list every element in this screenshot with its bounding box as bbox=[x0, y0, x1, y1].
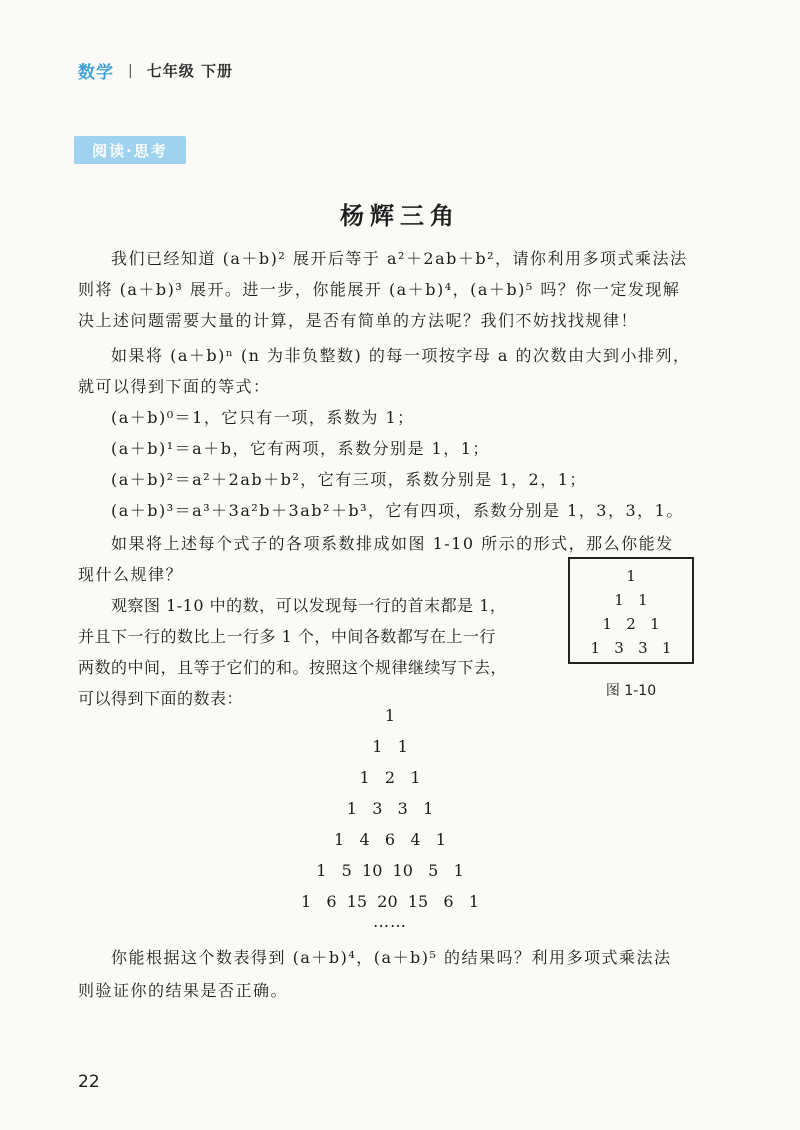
pascal-row: 1 6 15 20 15 6 1 bbox=[300, 892, 480, 911]
figure-1-10 bbox=[568, 557, 694, 664]
equation-line: (a＋b)³＝a³＋3a²b＋3ab²＋b³，它有四项，系数分别是 1，3，3，1。 bbox=[111, 501, 684, 520]
subject-label: 数学 bbox=[78, 63, 114, 83]
paragraph-line: 可以得到下面的数表： bbox=[78, 689, 244, 708]
section-tag-label: 阅读·思考 bbox=[92, 141, 168, 160]
equation-line: (a＋b)⁰＝1，它只有一项，系数为 1； bbox=[111, 408, 415, 427]
figure-row: 1 1 bbox=[614, 591, 648, 609]
pascal-row: 1 1 bbox=[372, 737, 408, 756]
page-title: 杨辉三角 bbox=[340, 202, 460, 230]
paragraph-line: 观察图 1-10 中的数，可以发现每一行的首末都是 1， bbox=[111, 596, 507, 615]
pascal-row: 1 4 6 4 1 bbox=[334, 830, 446, 849]
figure-row: 1 3 3 1 bbox=[590, 639, 672, 657]
paragraph-line: 决上述问题需要大量的计算，是否有简单的方法呢？我们不妨找找规律！ bbox=[78, 311, 639, 330]
equation-line: (a＋b)²＝a²＋2ab＋b²，它有三项，系数分别是 1，2，1； bbox=[111, 470, 587, 489]
paragraph-line: 你能根据这个数表得到 (a＋b)⁴，(a＋b)⁵ 的结果吗？利用多项式乘法法 bbox=[111, 948, 672, 967]
equation-line: (a＋b)¹＝a＋b，它有两项，系数分别是 1，1； bbox=[111, 439, 490, 458]
figure-row: 1 bbox=[626, 567, 636, 585]
pascal-row: 1 2 1 bbox=[359, 768, 421, 787]
paragraph-line: 则将 (a＋b)³ 展开。进一步，你能展开 (a＋b)⁴，(a＋b)⁵ 吗？你一定发现解 bbox=[78, 280, 681, 299]
paragraph-line: 我们已经知道 (a＋b)² 展开后等于 a²＋2ab＋b²，请你利用多项式乘法法 bbox=[111, 249, 688, 268]
paragraph-line: 就可以得到下面的等式： bbox=[78, 377, 271, 396]
paragraph-line: 如果将上述每个式子的各项系数排成如图 1-10 所示的形式，那么你能发 bbox=[111, 534, 674, 553]
section-tag bbox=[74, 136, 186, 164]
paragraph-line: 如果将 (a＋b)ⁿ (n 为非负整数) 的每一项按字母 a 的次数由大到小排列， bbox=[111, 346, 691, 365]
figure-caption: 图 1-10 bbox=[605, 683, 657, 699]
header-separator: | bbox=[128, 62, 133, 79]
paragraph-line: 现什么规律？ bbox=[78, 565, 184, 584]
pascal-row: 1 3 3 1 bbox=[346, 799, 434, 818]
paragraph-line: 两数的中间，且等于它们的和。按照这个规律继续写下去， bbox=[78, 658, 508, 677]
grade-label: 七年级 下册 bbox=[146, 62, 233, 80]
figure-row: 1 2 1 bbox=[602, 615, 660, 633]
ellipsis: …… bbox=[373, 912, 407, 931]
page-number: 22 bbox=[78, 1072, 100, 1092]
pascal-row: 1 bbox=[384, 706, 396, 725]
pascal-row: 1 5 10 10 5 1 bbox=[316, 861, 464, 880]
page-header bbox=[78, 58, 233, 83]
paragraph-line: 则验证你的结果是否正确。 bbox=[78, 981, 289, 1000]
paragraph-line: 并且下一行的数比上一行多 1 个，中间各数都写在上一行 bbox=[78, 627, 496, 646]
